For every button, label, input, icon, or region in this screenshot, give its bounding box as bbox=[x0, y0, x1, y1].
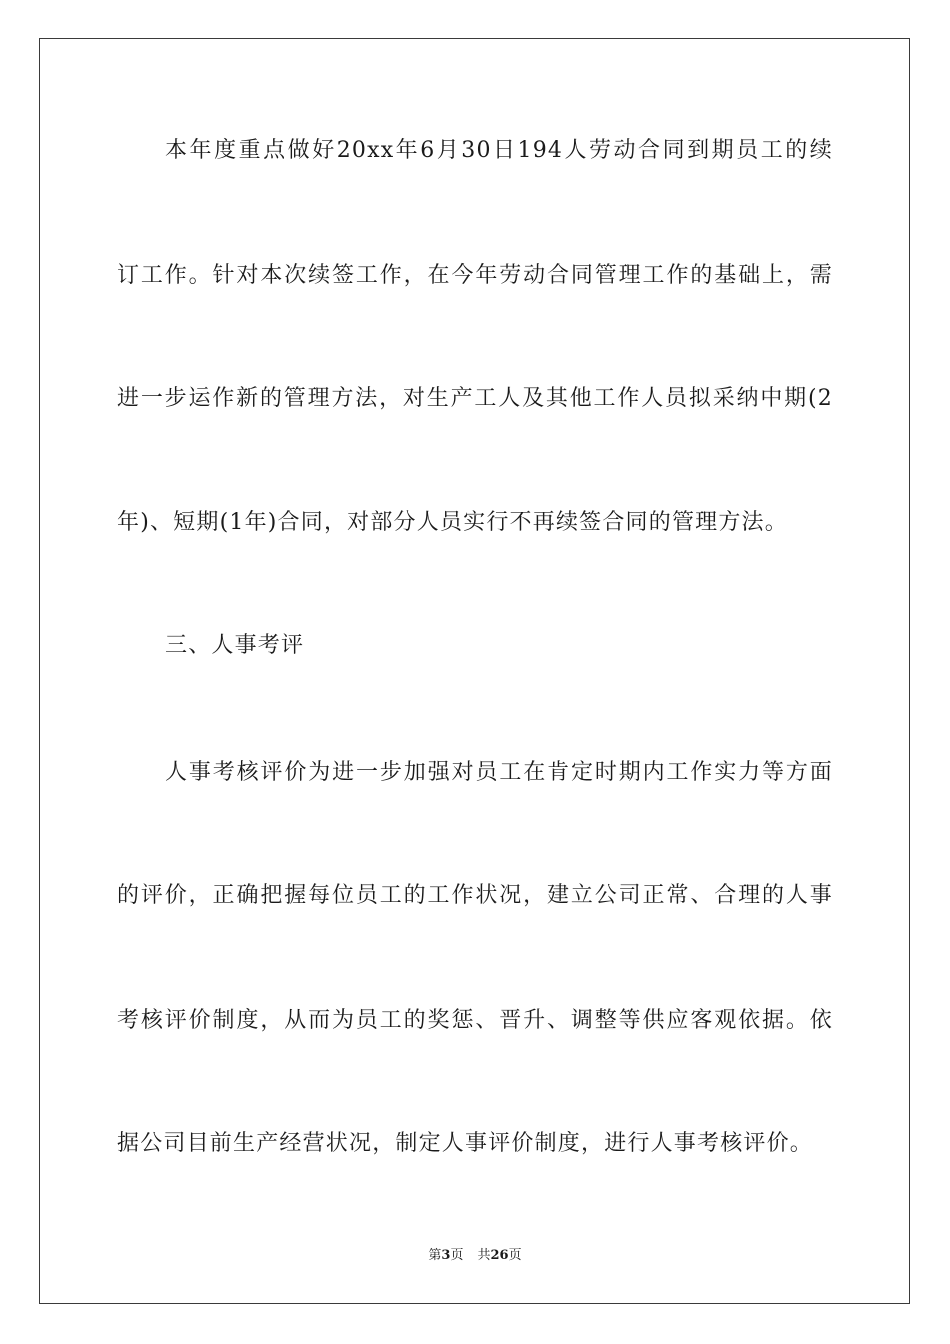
page-prefix: 第 bbox=[428, 1248, 442, 1263]
paragraph-line: 考核评价制度，从而为员工的奖惩、晋升、调整等供应客观依据。依 bbox=[117, 1008, 833, 1033]
paragraph-line: 的评价，正确把握每位员工的工作状况，建立公司正常、合理的人事 bbox=[117, 883, 833, 908]
page-footer bbox=[0, 1248, 950, 1264]
total-pages: 26 bbox=[490, 1248, 509, 1263]
paragraph-line: 进一步运作新的管理方法，对生产工人及其他工作人员拟采纳中期(2 bbox=[117, 386, 833, 411]
page-number: 3 bbox=[441, 1248, 451, 1263]
paragraph-line: 订工作。针对本次续签工作，在今年劳动合同管理工作的基础上，需 bbox=[117, 263, 833, 288]
section-heading: 三、人事考评 bbox=[165, 633, 305, 658]
total-prefix: 共 bbox=[477, 1248, 491, 1263]
total-suffix: 页 bbox=[508, 1248, 522, 1263]
paragraph-line: 年)、短期(1年)合同，对部分人员实行不再续签合同的管理方法。 bbox=[117, 510, 788, 535]
page-suffix: 页 bbox=[450, 1248, 464, 1263]
paragraph-line: 据公司目前生产经营状况，制定人事评价制度，进行人事考核评价。 bbox=[117, 1131, 814, 1156]
paragraph-line: 人事考核评价为进一步加强对员工在肯定时期内工作实力等方面 bbox=[165, 760, 833, 785]
paragraph-line: 本年度重点做好20xx年6月30日194人劳动合同到期员工的续 bbox=[165, 138, 833, 163]
page-border bbox=[39, 38, 910, 1304]
